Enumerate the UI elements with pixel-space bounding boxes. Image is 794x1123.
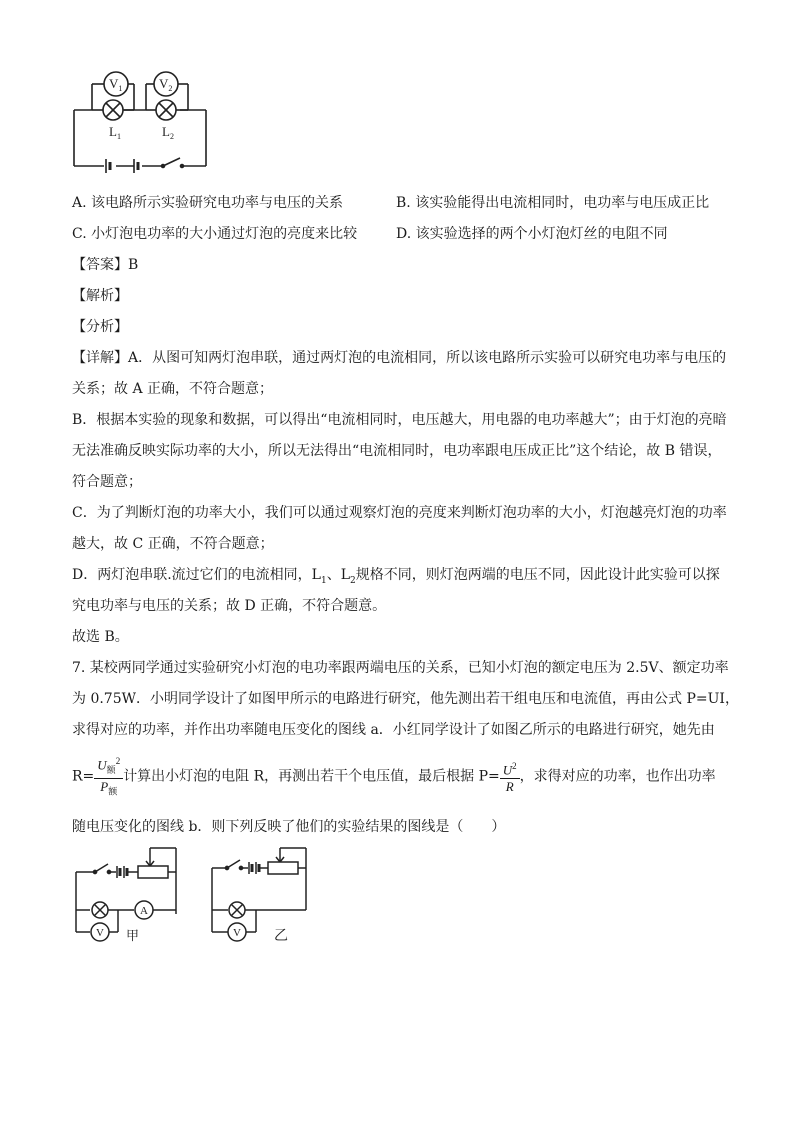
option-d: D. 该实验选择的两个小灯泡灯丝的电阻不同 [396, 226, 668, 242]
frac-num-sub: 额 [106, 764, 116, 775]
series-circuit-diagram [70, 62, 220, 177]
q7-line-2: 为 0.75W．小明同学设计了如图甲所示的电路进行研究，他先测出若干组电压和电流值，再由公式 P=UI， [72, 691, 739, 707]
frac-num-u: U [97, 757, 107, 773]
rated-fraction [94, 754, 123, 799]
power-fraction [500, 759, 520, 794]
label-yi: 乙 [274, 928, 288, 944]
frac-den-sub: 额 [108, 786, 118, 797]
frac2-num-u: U [502, 761, 513, 777]
detail-line-4: 无法准确反映实际功率的大小，所以无法得出“电流相同时，电功率跟电压成正比”这个结论，故 B 错误， [72, 443, 722, 459]
detail-line-9: 究电功率与电压的关系；故 D 正确，不符合题意。 [72, 598, 387, 614]
fenxi-tag: 【分析】 [72, 319, 128, 335]
detail-line-3: B．根据本实验的现象和数据，可以得出“电流相同时，电压越大，用电器的电功率越大”；由于灯泡的亮暗 [72, 412, 727, 428]
q7-line-5: 随电压变化的图线 b．则下列反映了他们的实验结果的图线是（ ） [72, 819, 506, 835]
detail-text-1: A．从图可知两灯泡串联，通过两灯泡的电流相同，所以该电路所示实验可以研究电功率与电压的 [128, 350, 727, 366]
detail-line-8 [72, 566, 720, 590]
svg-text:V2 [159, 76, 172, 93]
l2-label: L [162, 124, 170, 139]
detail-text-8e: 规格不同，则灯泡两端的电压不同，因此设计此实验可以探 [355, 567, 720, 583]
detail-sub-1: 1 [320, 575, 327, 586]
l1-sub: 1 [116, 132, 121, 141]
v1-label: V [109, 76, 119, 91]
detail-text-8c: 、L [326, 567, 351, 583]
detail-line-2: 关系；故 A 正确，不符合题意； [72, 381, 274, 397]
frac-num-sup: 2 [115, 756, 121, 766]
option-c: C. 小灯泡电功率的大小通过灯泡的亮度来比较 [72, 226, 358, 242]
frac-den-p: P [100, 778, 109, 794]
q7-line-4 [72, 754, 716, 799]
answer-line [72, 256, 138, 274]
frac2-num-sup: 2 [512, 760, 517, 771]
circuit-diagram-yi [208, 844, 312, 944]
answer-tag: 【答案】 [72, 257, 128, 273]
detail-text-8a: D．两灯泡串联.流过它们的电流相同，L [72, 567, 321, 583]
v1-sub: 1 [118, 84, 123, 93]
ammeter-label: A [140, 905, 148, 917]
svg-text:L2 [162, 124, 174, 141]
voltmeter-label-jia: V [96, 927, 104, 939]
option-b: B. 该实验能得出电流相同时，电功率与电压成正比 [396, 195, 710, 211]
q7-line4-mid: 计算出小灯泡的电阻 R，再测出若干个电压值，最后根据 P= [123, 768, 500, 785]
l1-label: L [109, 124, 117, 139]
svg-text:V1 [109, 76, 122, 93]
detail-line-10: 故选 B。 [72, 629, 129, 645]
circuit-diagram-jia [72, 844, 184, 944]
v2-label: V [159, 76, 169, 91]
answer-value: B [128, 257, 139, 273]
voltmeter-label-yi: V [233, 927, 241, 939]
detail-line-5: 符合题意； [72, 474, 142, 490]
q7-line-1: 7. 某校两同学通过实验研究小灯泡的电功率跟两端电压的关系，已知小灯泡的额定电压为 2.5V、额定功率 [72, 660, 729, 676]
svg-text:L1 [109, 124, 121, 141]
detail-tag: 【详解】 [72, 350, 128, 366]
jiexi-tag: 【解析】 [72, 288, 128, 304]
detail-line-7: 越大，故 C 正确，不符合题意； [72, 536, 274, 552]
q7-line4-post: ，求得对应的功率，也作出功率 [519, 768, 716, 785]
v2-sub: 2 [168, 84, 173, 93]
option-a: A. 该电路所示实验研究电功率与电压的关系 [72, 195, 344, 211]
detail-line-6: C．为了判断灯泡的功率大小，我们可以通过观察灯泡的亮度来判断灯泡功率的大小，灯泡越亮灯泡的功率 [72, 505, 727, 521]
detail-sub-2: 2 [350, 575, 356, 586]
detail-line-1 [72, 349, 726, 367]
frac2-den-r: R [505, 778, 514, 794]
q7-r-eq: R= [72, 768, 95, 785]
q7-line-3: 求得对应的功率，并作出功率随电压变化的图线 a．小红同学设计了如图乙所示的电路进行研究，她先由 [72, 722, 715, 738]
label-jia: 甲 [126, 929, 140, 944]
l2-sub: 2 [169, 132, 174, 141]
